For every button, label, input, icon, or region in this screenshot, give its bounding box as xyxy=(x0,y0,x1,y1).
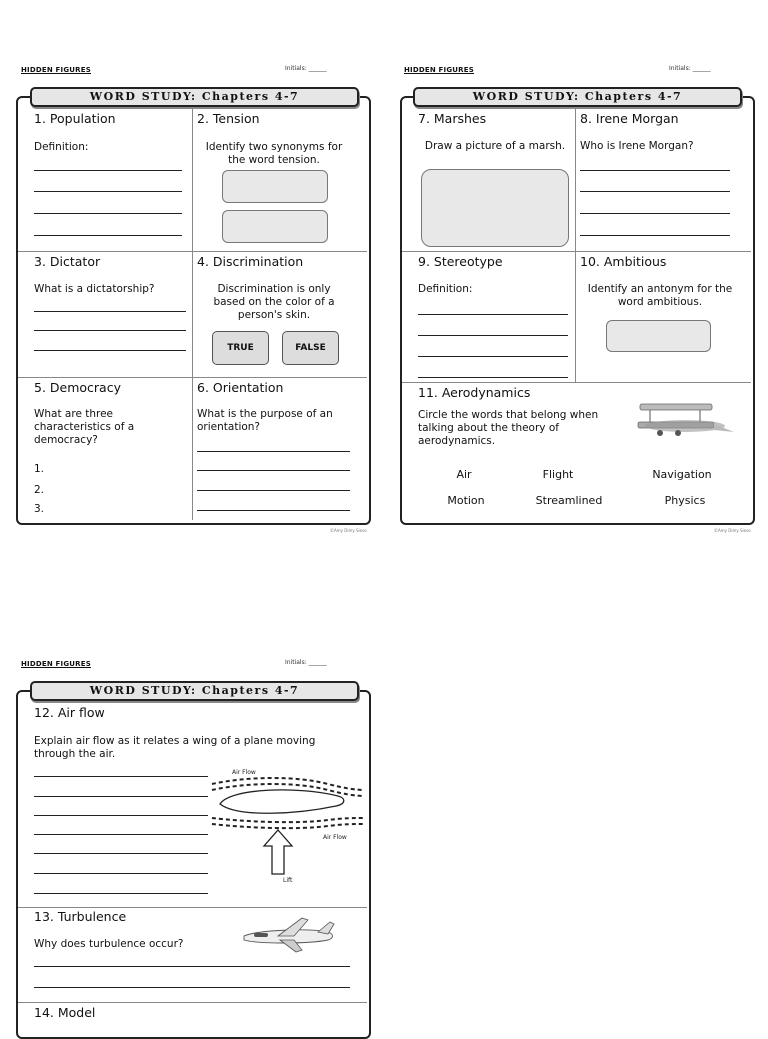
worksheet-frame xyxy=(400,96,755,525)
copyright: ©Amy Dimy Siese xyxy=(714,528,751,533)
prompt-text: Circle the words that belong when talking about the theory of aerodynamics. xyxy=(418,409,599,447)
answer-line[interactable] xyxy=(34,966,350,967)
answer-line[interactable] xyxy=(418,356,568,357)
header-initials: Initials: ______ xyxy=(669,65,711,72)
answer-box[interactable] xyxy=(222,170,328,203)
section-title: 4. Discrimination xyxy=(197,254,304,269)
answer-line[interactable] xyxy=(418,314,568,315)
answer-box[interactable] xyxy=(222,210,328,243)
airfoil-diagram-icon xyxy=(208,766,366,886)
header-title: HIDDEN FIGURES xyxy=(404,66,474,74)
divider xyxy=(402,251,751,252)
divider xyxy=(18,251,367,252)
section-title: 12. Air flow xyxy=(34,705,105,720)
section-title: 9. Stereotype xyxy=(418,254,503,269)
prompt-text: Who is Irene Morgan? xyxy=(580,140,694,152)
header-initials: Initials: ______ xyxy=(285,65,327,72)
prompt-text: Why does turbulence occur? xyxy=(34,938,184,950)
word-option[interactable]: Physics xyxy=(664,494,706,507)
answer-line[interactable] xyxy=(197,470,350,471)
banner-title: WORD STUDY: Chapters 4-7 xyxy=(413,87,742,107)
true-button[interactable]: TRUE xyxy=(212,331,269,365)
banner-title: WORD STUDY: Chapters 4-7 xyxy=(30,681,359,701)
divider xyxy=(192,108,193,520)
word-option[interactable]: Streamlined xyxy=(535,494,603,507)
answer-line[interactable] xyxy=(34,170,182,171)
answer-line[interactable] xyxy=(34,987,350,988)
answer-line[interactable] xyxy=(34,350,186,351)
divider xyxy=(402,382,751,383)
section-title: 3. Dictator xyxy=(34,254,101,269)
answer-box[interactable] xyxy=(606,320,711,352)
answer-line[interactable] xyxy=(34,235,182,236)
banner-title: WORD STUDY: Chapters 4-7 xyxy=(30,87,359,107)
copyright: ©Amy Dimy Siese xyxy=(330,528,367,533)
prompt-text: What is the purpose of an orientation? xyxy=(197,408,333,433)
answer-line[interactable] xyxy=(418,377,568,378)
diagram-label: Air Flow xyxy=(323,834,347,841)
list-number: 3. xyxy=(34,503,45,515)
divider xyxy=(18,1002,367,1003)
answer-line[interactable] xyxy=(34,330,186,331)
divider xyxy=(18,377,367,378)
section-title: 5. Democracy xyxy=(34,380,121,395)
false-button[interactable]: FALSE xyxy=(282,331,339,365)
prompt-text: Explain air flow as it relates a wing of a plane moving through the air. xyxy=(34,735,316,760)
section-title: 14. Model xyxy=(34,1005,96,1020)
answer-line[interactable] xyxy=(34,311,186,312)
section-title: 11. Aerodynamics xyxy=(418,385,531,400)
answer-line[interactable] xyxy=(197,451,350,452)
divider xyxy=(575,108,576,382)
word-option[interactable]: Motion xyxy=(447,494,485,507)
word-option[interactable]: Flight xyxy=(542,468,574,481)
word-option[interactable]: Air xyxy=(456,468,472,481)
answer-line[interactable] xyxy=(418,335,568,336)
answer-line[interactable] xyxy=(34,815,208,816)
drawing-box[interactable] xyxy=(421,169,569,247)
airplane-icon xyxy=(238,914,338,956)
answer-line[interactable] xyxy=(34,834,208,835)
prompt-text: Identify an antonym for the word ambitious. xyxy=(587,283,733,308)
prompt-text: Identify two synonyms for the word tension. xyxy=(205,141,343,166)
answer-line[interactable] xyxy=(34,873,208,874)
header-title: HIDDEN FIGURES xyxy=(21,66,91,74)
section-title: 6. Orientation xyxy=(197,380,284,395)
answer-line[interactable] xyxy=(197,510,350,511)
prompt-text: Definition: xyxy=(34,141,89,153)
answer-line[interactable] xyxy=(34,853,208,854)
answer-line[interactable] xyxy=(580,235,730,236)
answer-line[interactable] xyxy=(34,213,182,214)
diagram-label: Lift xyxy=(283,877,293,884)
prompt-text: Definition: xyxy=(418,283,473,295)
answer-line[interactable] xyxy=(34,893,208,894)
section-title: 2. Tension xyxy=(197,111,260,126)
list-number: 2. xyxy=(34,484,45,496)
section-title: 13. Turbulence xyxy=(34,909,127,924)
section-title: 7. Marshes xyxy=(418,111,487,126)
prompt-text: What is a dictatorship? xyxy=(34,283,155,295)
divider xyxy=(18,907,367,908)
section-title: 10. Ambitious xyxy=(580,254,667,269)
word-option[interactable]: Navigation xyxy=(652,468,712,481)
prompt-text: Draw a picture of a marsh. xyxy=(424,140,566,152)
prompt-text: Discrimination is only based on the color of a person's skin. xyxy=(213,283,335,321)
answer-line[interactable] xyxy=(34,776,208,777)
section-title: 8. Irene Morgan xyxy=(580,111,679,126)
header-title: HIDDEN FIGURES xyxy=(21,660,91,668)
answer-line[interactable] xyxy=(580,213,730,214)
answer-line[interactable] xyxy=(34,191,182,192)
answer-line[interactable] xyxy=(34,796,208,797)
list-number: 1. xyxy=(34,463,45,475)
section-title: 1. Population xyxy=(34,111,116,126)
biplane-icon xyxy=(630,400,736,442)
header-initials: Initials: ______ xyxy=(285,659,327,666)
answer-line[interactable] xyxy=(580,170,730,171)
prompt-text: What are three characteristics of a democracy? xyxy=(34,408,135,446)
diagram-label: Air Flow xyxy=(232,769,256,776)
answer-line[interactable] xyxy=(580,191,730,192)
answer-line[interactable] xyxy=(197,490,350,491)
